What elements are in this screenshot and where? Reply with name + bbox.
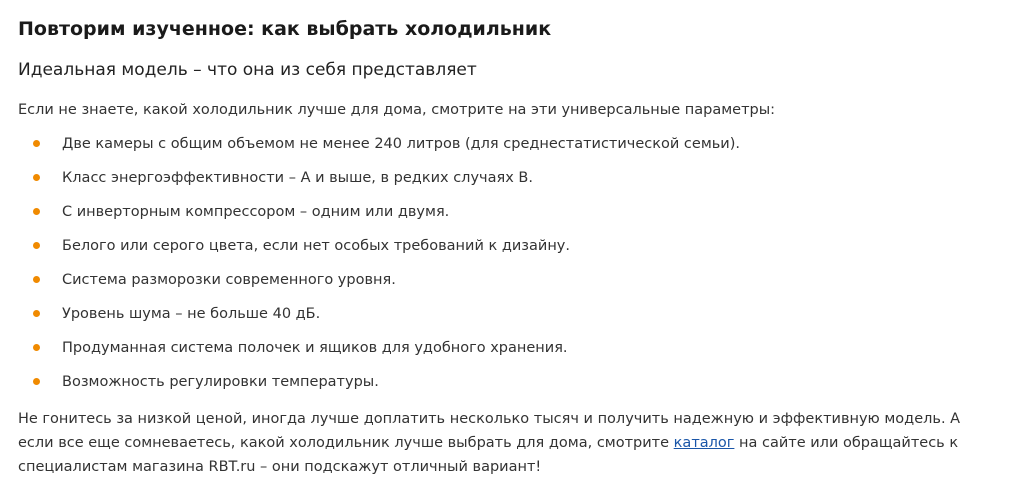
bullet-dot-icon [33, 208, 40, 215]
bullet-dot-icon [33, 140, 40, 147]
list-item [18, 303, 998, 337]
list-item [18, 201, 998, 235]
list-item [18, 371, 998, 405]
intro-paragraph: Если не знаете, какой холодильник лучше для дома, смотрите на эти универсальные параметры: [18, 102, 776, 118]
bullet-dot-icon [33, 344, 40, 351]
list-item-text: С инверторным компрессором – одним или двумя. [62, 204, 450, 220]
list-item-text: Две камеры с общим объемом не менее 240 литров (для среднестатистической семьи). [62, 136, 740, 152]
list-item [18, 337, 998, 371]
outro-paragraph [18, 407, 978, 479]
parameters-list [18, 133, 998, 405]
bullet-dot-icon [33, 242, 40, 249]
bullet-dot-icon [33, 378, 40, 385]
outro-text-before: Не гонитесь за низкой ценой, иногда лучше доплатить несколько тысяч и получить надежную и эффективную модель. А если все еще сомневаетесь, какой холодильник лучше выбрать для дома, смотрите [18, 411, 961, 451]
article-title: Повторим изученное: как выбрать холодильник [18, 18, 552, 40]
bullet-dot-icon [33, 276, 40, 283]
article-subtitle: Идеальная модель – что она из себя представляет [18, 60, 477, 80]
outro-text-after: на сайте или обращайтесь к специалистам магазина RBT.ru – они подскажут отличный вариант! [18, 435, 959, 475]
catalog-link[interactable]: каталог [673, 435, 735, 451]
list-item-text: Класс энергоэффективности – А и выше, в редких случаях В. [62, 170, 533, 186]
list-item [18, 167, 998, 201]
list-item-text: Продуманная система полочек и ящиков для удобного хранения. [62, 340, 568, 356]
bullet-dot-icon [33, 174, 40, 181]
list-item-text: Система разморозки современного уровня. [62, 272, 396, 288]
list-item [18, 133, 998, 167]
list-item-text: Уровень шума – не больше 40 дБ. [62, 306, 321, 322]
list-item-text: Возможность регулировки температуры. [62, 374, 379, 390]
list-item [18, 235, 998, 269]
list-item [18, 269, 998, 303]
list-item-text: Белого или серого цвета, если нет особых требований к дизайну. [62, 238, 570, 254]
bullet-dot-icon [33, 310, 40, 317]
